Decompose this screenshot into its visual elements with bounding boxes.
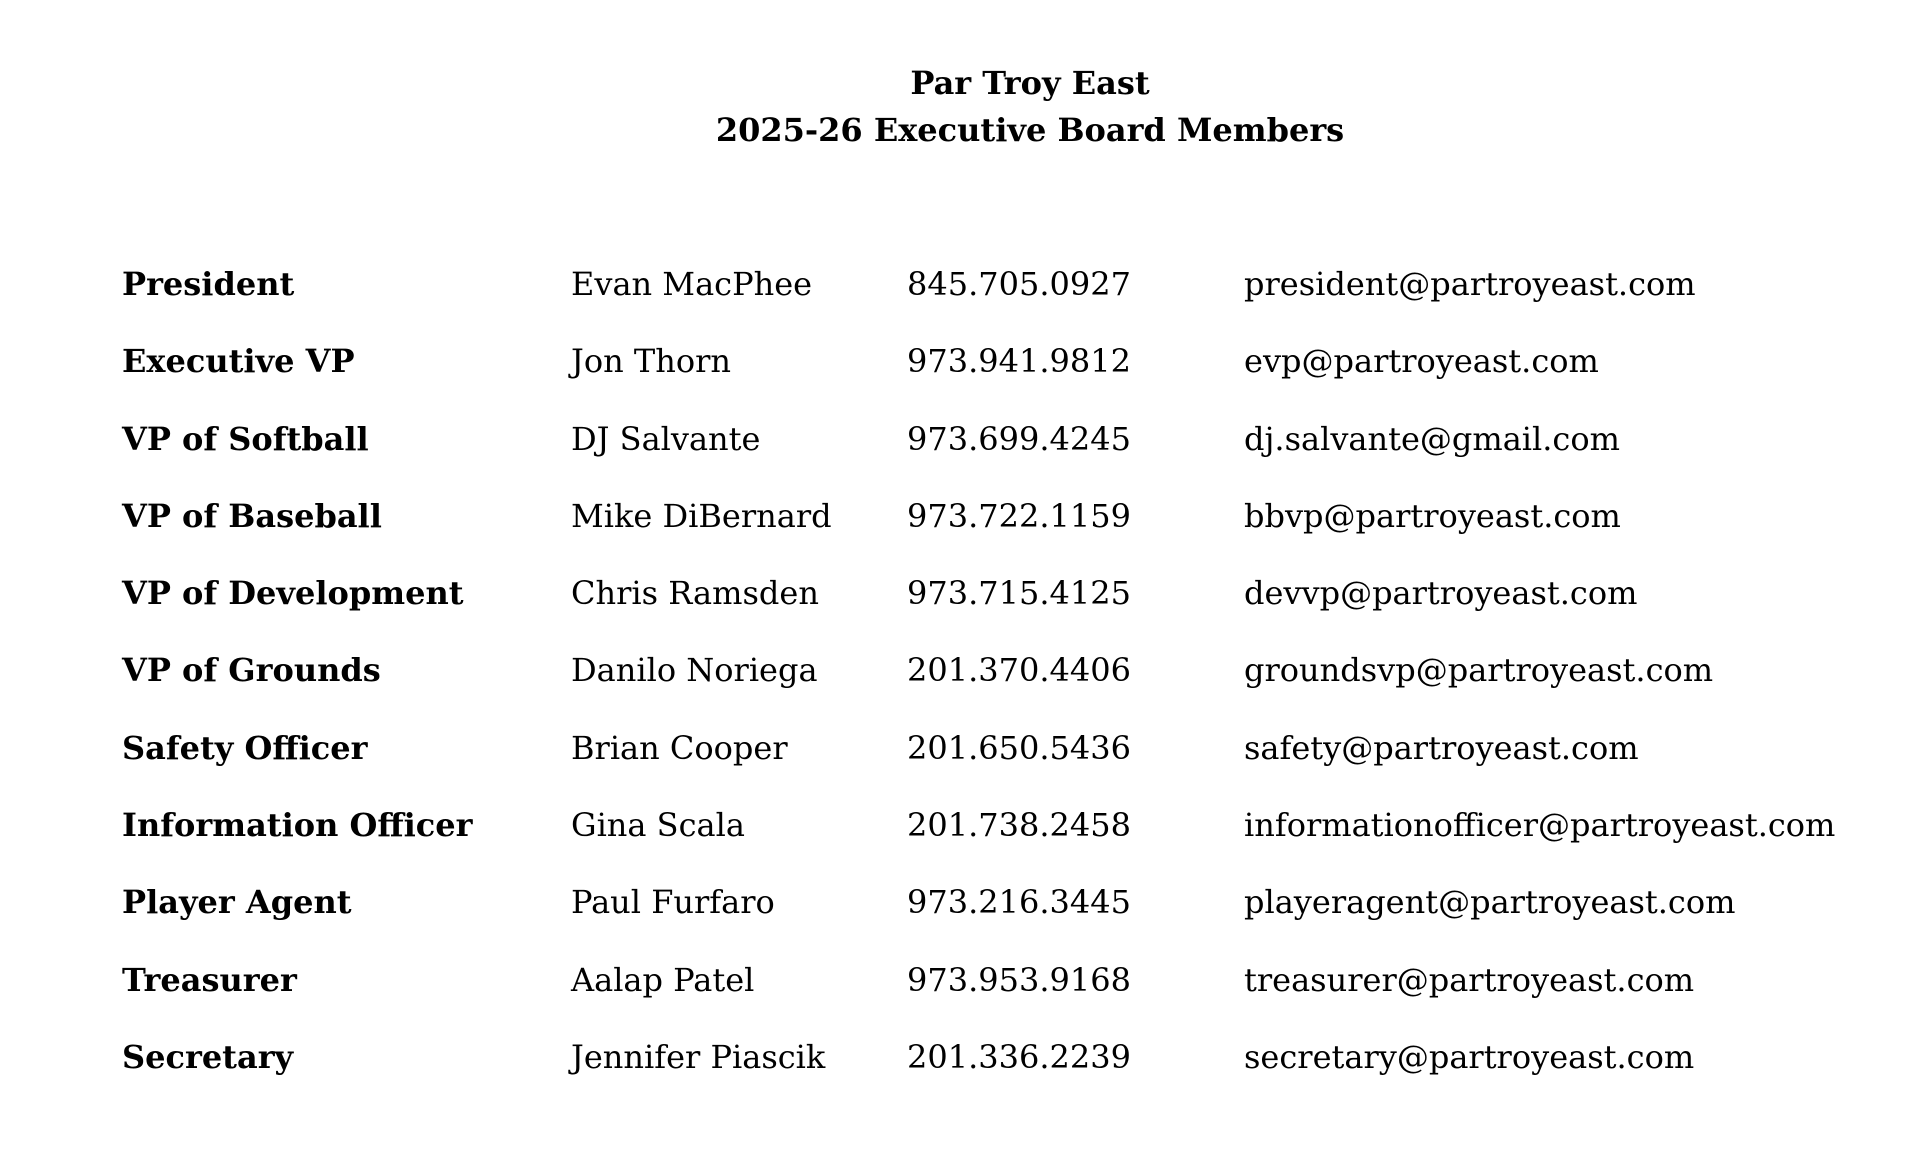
member-email: treasurer@partroyeast.com xyxy=(1244,960,1695,999)
member-role: Executive VP xyxy=(122,342,355,381)
member-email: president@partroyeast.com xyxy=(1244,265,1696,303)
member-role: VP of Softball xyxy=(122,419,369,458)
member-role: Secretary xyxy=(122,1037,294,1076)
member-email: dj.salvante@gmail.com xyxy=(1244,419,1620,458)
member-role: President xyxy=(122,265,295,303)
member-email: groundsvp@partroyeast.com xyxy=(1244,651,1714,690)
member-email: safety@partroyeast.com xyxy=(1244,728,1639,767)
member-phone: 973.953.9168 xyxy=(907,960,1131,999)
member-role: Player Agent xyxy=(122,883,352,922)
member-phone: 973.715.4125 xyxy=(907,574,1131,613)
member-name: Jon Thorn xyxy=(571,342,731,381)
member-email: informationofficer@partroyeast.com xyxy=(1244,806,1836,845)
member-phone: 201.370.4406 xyxy=(907,651,1131,690)
member-name: Jennifer Piascik xyxy=(571,1037,826,1076)
member-phone: 845.705.0927 xyxy=(907,265,1131,303)
member-name: Gina Scala xyxy=(571,806,745,845)
member-phone: 201.650.5436 xyxy=(907,728,1131,767)
member-email: bbvp@partroyeast.com xyxy=(1244,496,1621,535)
document-header xyxy=(0,60,1923,154)
member-phone: 201.738.2458 xyxy=(907,806,1131,845)
member-name: Mike DiBernard xyxy=(571,496,832,535)
member-role: Safety Officer xyxy=(122,728,368,767)
member-phone: 973.941.9812 xyxy=(907,342,1131,381)
member-phone: 973.722.1159 xyxy=(907,496,1131,535)
member-name: Chris Ramsden xyxy=(571,574,819,613)
member-phone: 201.336.2239 xyxy=(907,1037,1131,1076)
organization-name: Par Troy East xyxy=(910,64,1150,102)
member-name: Aalap Patel xyxy=(571,960,755,999)
member-name: DJ Salvante xyxy=(571,419,761,458)
member-email: secretary@partroyeast.com xyxy=(1244,1037,1695,1076)
member-phone: 973.699.4245 xyxy=(907,419,1131,458)
member-role: Treasurer xyxy=(122,960,297,999)
member-name: Brian Cooper xyxy=(571,728,788,767)
member-email: evp@partroyeast.com xyxy=(1244,342,1599,381)
document-title: 2025-26 Executive Board Members xyxy=(715,111,1345,149)
member-name: Evan MacPhee xyxy=(571,265,813,303)
member-role: Information Officer xyxy=(122,806,473,845)
member-role: VP of Development xyxy=(122,574,464,613)
member-role: VP of Grounds xyxy=(122,651,381,690)
member-name: Paul Furfaro xyxy=(571,883,775,922)
member-phone: 973.216.3445 xyxy=(907,883,1131,922)
member-email: playeragent@partroyeast.com xyxy=(1244,883,1736,922)
member-role: VP of Baseball xyxy=(122,496,382,535)
member-name: Danilo Noriega xyxy=(571,651,818,690)
member-email: devvp@partroyeast.com xyxy=(1244,574,1638,613)
